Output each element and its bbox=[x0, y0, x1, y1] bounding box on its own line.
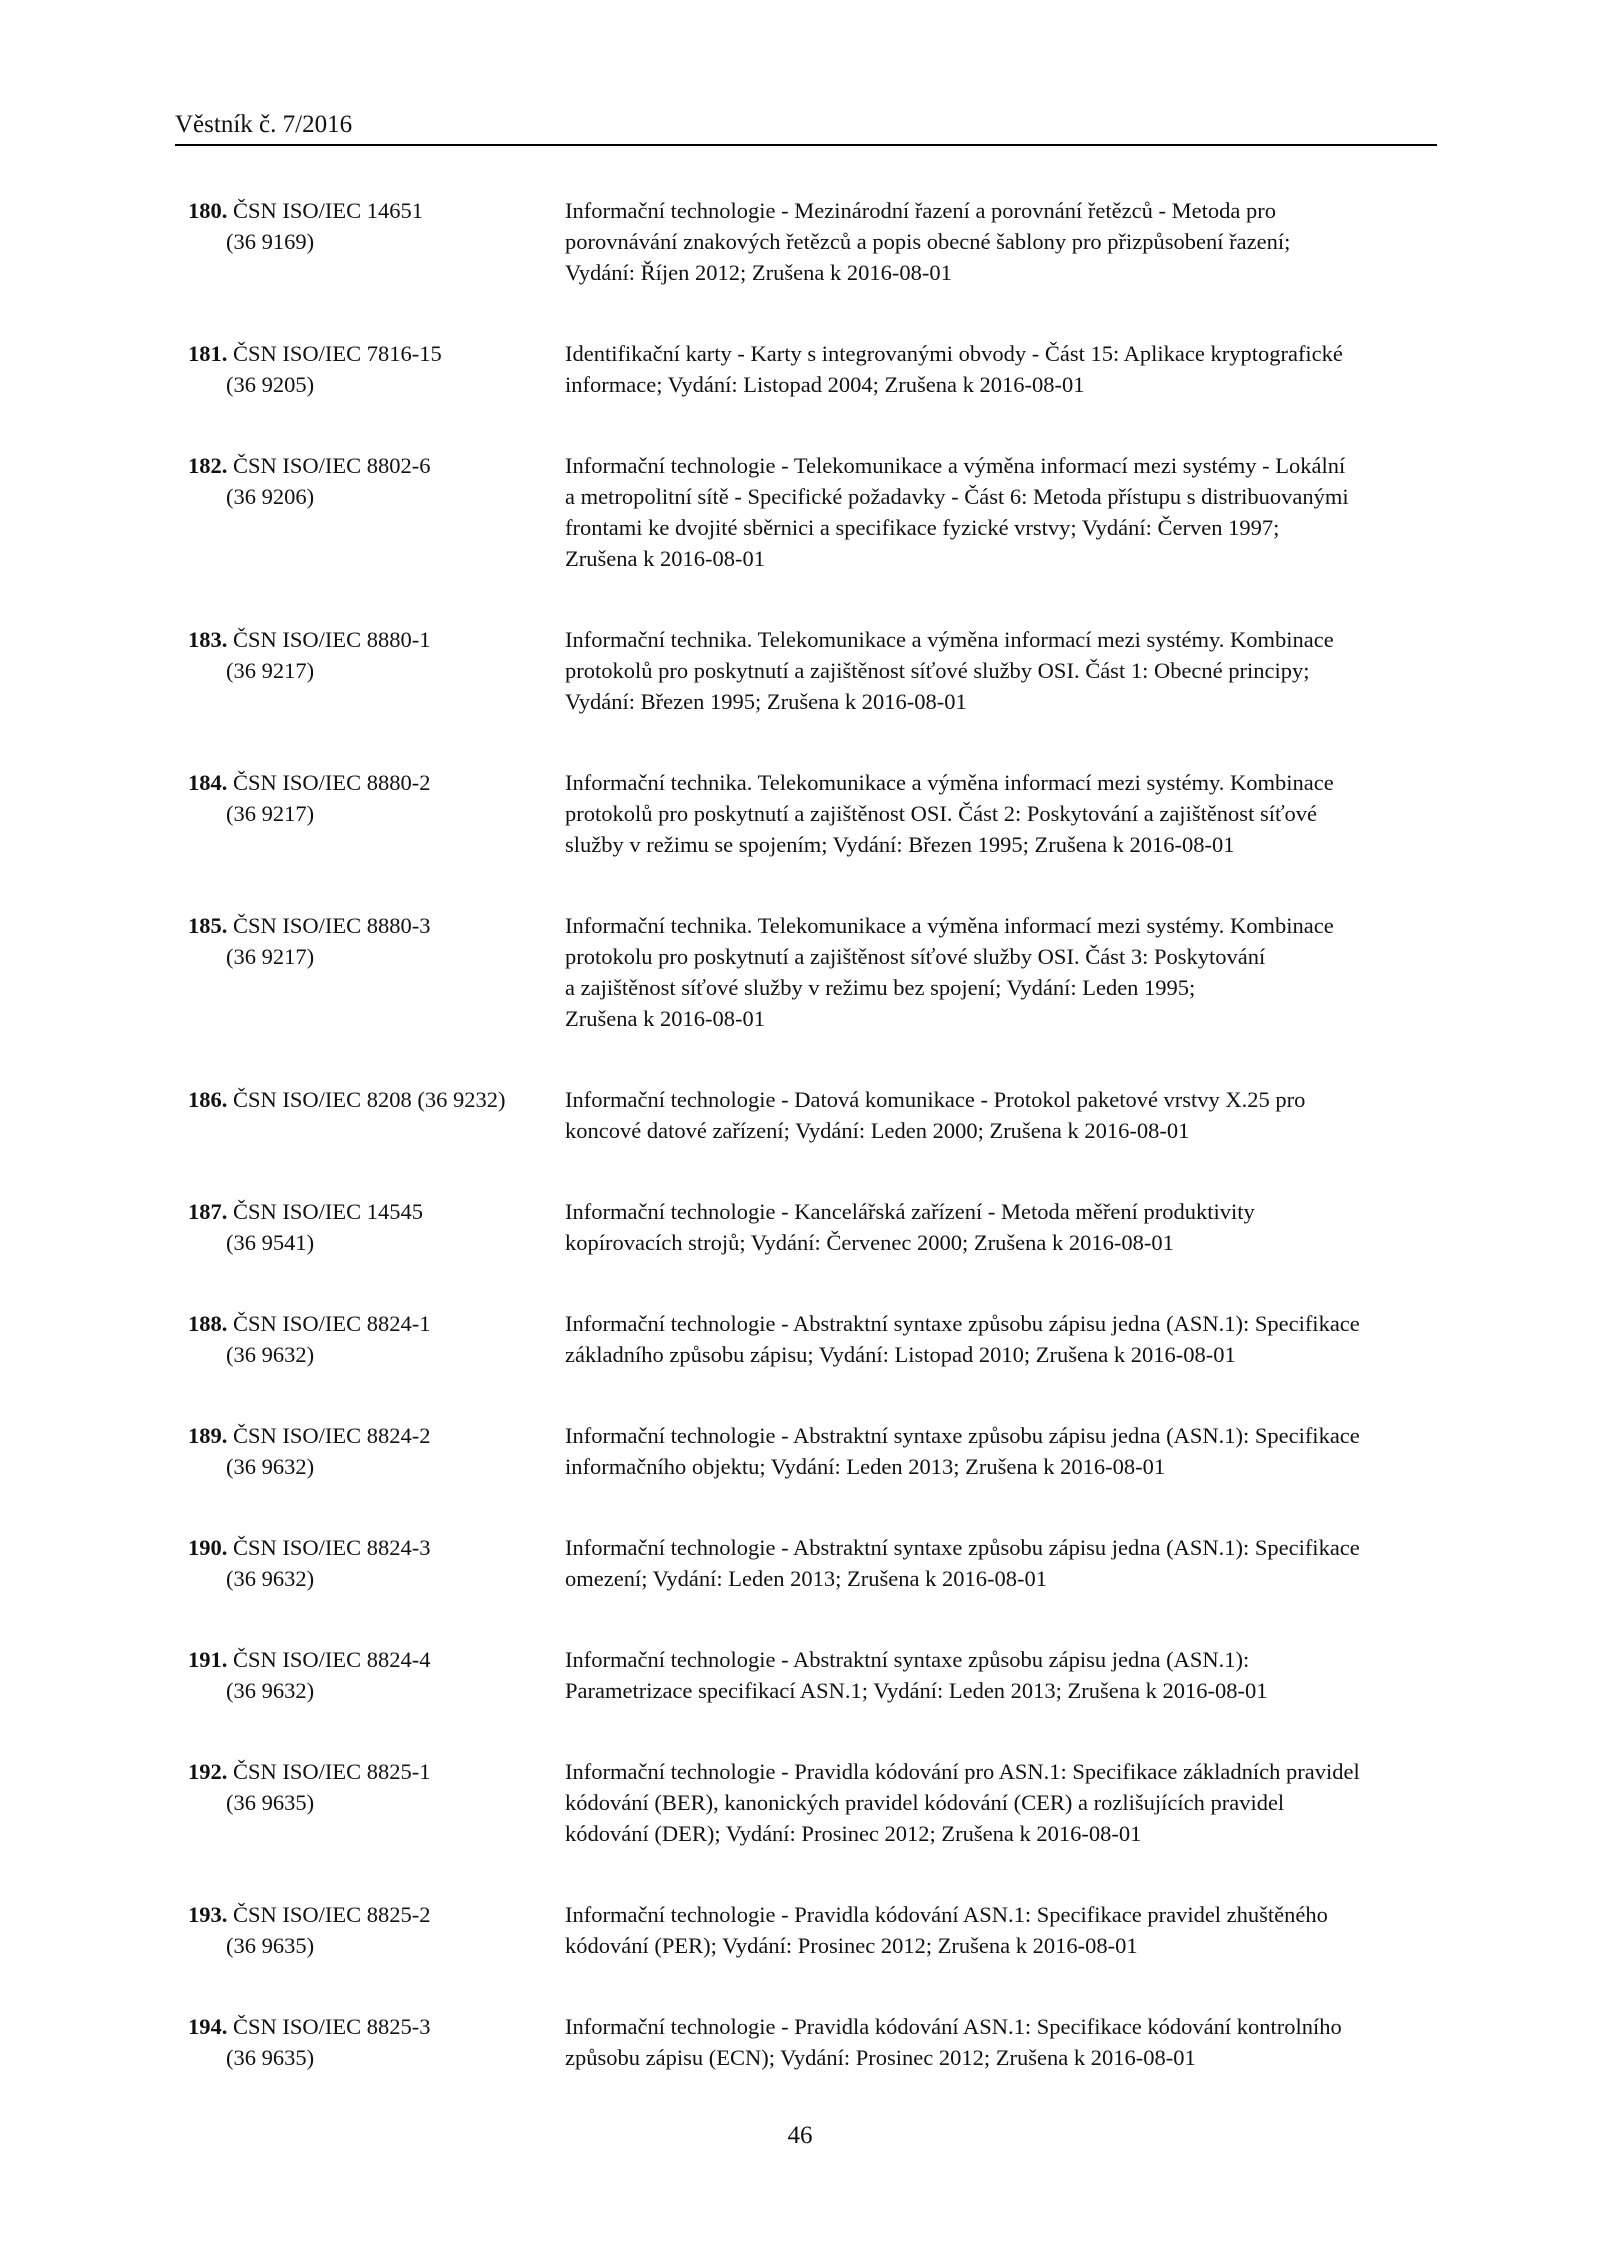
standard-designation bbox=[188, 1644, 565, 1706]
standard-code: ČSN ISO/IEC 8824-1 bbox=[233, 1311, 431, 1336]
description-line: kódování (BER), kanonických pravidel kódování (CER) a rozlišujících pravidel bbox=[565, 1790, 1285, 1815]
standard-description bbox=[565, 1899, 1437, 1961]
description-line: způsobu zápisu (ECN); Vydání: Prosinec 2012; Zrušena k 2016-08-01 bbox=[565, 2045, 1196, 2070]
entry-number: 193. bbox=[188, 1902, 228, 1927]
description-line: koncové datové zařízení; Vydání: Leden 2000; Zrušena k 2016-08-01 bbox=[565, 1118, 1190, 1143]
entry-number: 182. bbox=[188, 453, 228, 478]
description-line: frontami ke dvojité sběrnici a specifikace fyzické vrstvy; Vydání: Červen 1997; bbox=[565, 515, 1280, 540]
standard-description bbox=[565, 1420, 1437, 1482]
description-line: Zrušena k 2016-08-01 bbox=[565, 546, 765, 571]
description-line: a zajištěnost síťové služby v režimu bez spojení; Vydání: Leden 1995; bbox=[565, 975, 1196, 1000]
standard-description bbox=[565, 1644, 1437, 1706]
description-line: Informační technologie - Abstraktní syntaxe způsobu zápisu jedna (ASN.1): bbox=[565, 1647, 1250, 1672]
description-line: Informační technologie - Pravidla kódování pro ASN.1: Specifikace základních pravidel bbox=[565, 1759, 1360, 1784]
entry-number: 186. bbox=[188, 1087, 228, 1112]
list-item bbox=[188, 338, 1437, 400]
classification-code: (36 9635) bbox=[226, 1933, 315, 1958]
entry-number: 183. bbox=[188, 627, 228, 652]
standard-description bbox=[565, 195, 1437, 288]
entry-number: 185. bbox=[188, 913, 228, 938]
description-line: Zrušena k 2016-08-01 bbox=[565, 1006, 765, 1031]
description-line: protokolu pro poskytnutí a zajištěnost síťové služby OSI. Část 3: Poskytování bbox=[565, 944, 1266, 969]
standard-code: ČSN ISO/IEC 8824-3 bbox=[233, 1535, 431, 1560]
entry-number: 189. bbox=[188, 1423, 228, 1448]
entry-number: 191. bbox=[188, 1647, 228, 1672]
description-line: Informační technologie - Datová komunikace - Protokol paketové vrstvy X.25 pro bbox=[565, 1087, 1306, 1112]
list-item bbox=[188, 624, 1437, 717]
description-line: Informační technika. Telekomunikace a výměna informací mezi systémy. Kombinace bbox=[565, 627, 1334, 652]
standard-designation bbox=[188, 1308, 565, 1370]
description-line: protokolů pro poskytnutí a zajištěnost OSI. Část 2: Poskytování a zajištěnost síťové bbox=[565, 801, 1318, 826]
classification-code: (36 9169) bbox=[226, 229, 315, 254]
description-line: základního způsobu zápisu; Vydání: Listopad 2010; Zrušena k 2016-08-01 bbox=[565, 1342, 1236, 1367]
page-number: 46 bbox=[787, 2122, 813, 2149]
description-line: kopírovacích strojů; Vydání: Červenec 2000; Zrušena k 2016-08-01 bbox=[565, 1230, 1174, 1255]
standard-designation bbox=[188, 1420, 565, 1482]
entry-number: 184. bbox=[188, 770, 228, 795]
description-line: Informační technologie - Kancelářská zařízení - Metoda měření produktivity bbox=[565, 1199, 1255, 1224]
description-line: Informační technologie - Pravidla kódování ASN.1: Specifikace kódování kontrolního bbox=[565, 2014, 1342, 2039]
description-line: Vydání: Březen 1995; Zrušena k 2016-08-01 bbox=[565, 689, 967, 714]
standard-code: ČSN ISO/IEC 8825-2 bbox=[233, 1902, 431, 1927]
list-item bbox=[188, 1084, 1437, 1146]
description-line: Informační technika. Telekomunikace a výměna informací mezi systémy. Kombinace bbox=[565, 770, 1334, 795]
classification-code: (36 9632) bbox=[226, 1678, 315, 1703]
list-item bbox=[188, 2011, 1437, 2073]
standard-code: ČSN ISO/IEC 8824-2 bbox=[233, 1423, 431, 1448]
description-line: Informační technika. Telekomunikace a výměna informací mezi systémy. Kombinace bbox=[565, 913, 1334, 938]
description-line: kódování (PER); Vydání: Prosinec 2012; Zrušena k 2016-08-01 bbox=[565, 1933, 1138, 1958]
standard-code: ČSN ISO/IEC 7816-15 bbox=[233, 341, 442, 366]
standard-designation bbox=[188, 910, 565, 1034]
classification-code: (36 9635) bbox=[226, 2045, 315, 2070]
entry-number: 192. bbox=[188, 1759, 228, 1784]
standard-designation bbox=[188, 2011, 565, 2073]
standard-designation bbox=[188, 1756, 565, 1849]
standard-designation bbox=[188, 1196, 565, 1258]
standard-description bbox=[565, 338, 1437, 400]
description-line: Informační technologie - Abstraktní syntaxe způsobu zápisu jedna (ASN.1): Specifikace bbox=[565, 1311, 1360, 1336]
standard-description bbox=[565, 624, 1437, 717]
standard-code: ČSN ISO/IEC 14651 bbox=[233, 198, 424, 223]
standard-designation bbox=[188, 767, 565, 860]
description-line: a metropolitní sítě - Specifické požadavky - Část 6: Metoda přístupu s distribuovanými bbox=[565, 484, 1349, 509]
list-item bbox=[188, 767, 1437, 860]
standard-description bbox=[565, 1308, 1437, 1370]
classification-code: (36 9541) bbox=[226, 1230, 315, 1255]
standard-designation bbox=[188, 1899, 565, 1961]
standard-description bbox=[565, 1084, 1437, 1146]
standard-description bbox=[565, 1756, 1437, 1849]
entry-number: 187. bbox=[188, 1199, 228, 1224]
list-item bbox=[188, 195, 1437, 288]
classification-code: (36 9217) bbox=[226, 658, 315, 683]
description-line: Informační technologie - Abstraktní syntaxe způsobu zápisu jedna (ASN.1): Specifikace bbox=[565, 1423, 1360, 1448]
description-line: kódování (DER); Vydání: Prosinec 2012; Zrušena k 2016-08-01 bbox=[565, 1821, 1142, 1846]
description-line: porovnávání znakových řetězců a popis obecné šablony pro přizpůsobení řazení; bbox=[565, 229, 1291, 254]
description-line: Parametrizace specifikací ASN.1; Vydání: Leden 2013; Zrušena k 2016-08-01 bbox=[565, 1678, 1268, 1703]
list-item bbox=[188, 1644, 1437, 1706]
standard-description bbox=[565, 2011, 1437, 2073]
standard-description bbox=[565, 767, 1437, 860]
standard-designation bbox=[188, 1084, 565, 1146]
description-line: Informační technologie - Mezinárodní řazení a porovnání řetězců - Metoda pro bbox=[565, 198, 1276, 223]
description-line: omezení; Vydání: Leden 2013; Zrušena k 2016-08-01 bbox=[565, 1566, 1047, 1591]
standard-code: ČSN ISO/IEC 8802-6 bbox=[233, 453, 431, 478]
description-line: informace; Vydání: Listopad 2004; Zrušena k 2016-08-01 bbox=[565, 372, 1085, 397]
standard-description bbox=[565, 450, 1437, 574]
classification-code: (36 9217) bbox=[226, 801, 315, 826]
description-line: Informační technologie - Pravidla kódování ASN.1: Specifikace pravidel zhuštěného bbox=[565, 1902, 1328, 1927]
standard-description bbox=[565, 1196, 1437, 1258]
classification-code: (36 9632) bbox=[226, 1566, 315, 1591]
classification-code: (36 9635) bbox=[226, 1790, 315, 1815]
list-item bbox=[188, 1532, 1437, 1594]
standard-designation bbox=[188, 338, 565, 400]
classification-code: (36 9632) bbox=[226, 1342, 315, 1367]
standard-designation bbox=[188, 624, 565, 717]
page-header bbox=[175, 108, 1437, 146]
description-line: Informační technologie - Abstraktní syntaxe způsobu zápisu jedna (ASN.1): Specifikace bbox=[565, 1535, 1360, 1560]
standards-list bbox=[188, 195, 1437, 2123]
standard-description bbox=[565, 910, 1437, 1034]
entry-number: 188. bbox=[188, 1311, 228, 1336]
description-line: Informační technologie - Telekomunikace a výměna informací mezi systémy - Lokální bbox=[565, 453, 1346, 478]
standard-code: ČSN ISO/IEC 8825-3 bbox=[233, 2014, 431, 2039]
entry-number: 181. bbox=[188, 341, 228, 366]
description-line: informačního objektu; Vydání: Leden 2013; Zrušena k 2016-08-01 bbox=[565, 1454, 1166, 1479]
list-item bbox=[188, 1756, 1437, 1849]
entry-number: 180. bbox=[188, 198, 228, 223]
description-line: Identifikační karty - Karty s integrovanými obvody - Část 15: Aplikace kryptografické bbox=[565, 341, 1343, 366]
description-line: protokolů pro poskytnutí a zajištěnost síťové služby OSI. Část 1: Obecné principy; bbox=[565, 658, 1310, 683]
description-line: Vydání: Říjen 2012; Zrušena k 2016-08-01 bbox=[565, 260, 952, 285]
standard-designation bbox=[188, 195, 565, 288]
classification-code: (36 9206) bbox=[226, 484, 315, 509]
standard-designation bbox=[188, 1532, 565, 1594]
list-item bbox=[188, 1420, 1437, 1482]
standard-code: ČSN ISO/IEC 8825-1 bbox=[233, 1759, 431, 1784]
list-item bbox=[188, 1899, 1437, 1961]
standard-code: ČSN ISO/IEC 8880-3 bbox=[233, 913, 431, 938]
standard-description bbox=[565, 1532, 1437, 1594]
standard-code: ČSN ISO/IEC 8824-4 bbox=[233, 1647, 431, 1672]
standard-code: ČSN ISO/IEC 8880-1 bbox=[233, 627, 431, 652]
list-item bbox=[188, 450, 1437, 574]
classification-code: (36 9217) bbox=[226, 944, 315, 969]
list-item bbox=[188, 1308, 1437, 1370]
list-item bbox=[188, 910, 1437, 1034]
classification-code: (36 9632) bbox=[226, 1454, 315, 1479]
standard-code: ČSN ISO/IEC 8208 (36 9232) bbox=[233, 1087, 506, 1112]
classification-code: (36 9205) bbox=[226, 372, 315, 397]
entry-number: 194. bbox=[188, 2014, 228, 2039]
description-line: služby v režimu se spojením; Vydání: Březen 1995; Zrušena k 2016-08-01 bbox=[565, 832, 1235, 857]
standard-designation bbox=[188, 450, 565, 574]
entry-number: 190. bbox=[188, 1535, 228, 1560]
bulletin-title: Věstník č. 7/2016 bbox=[175, 111, 353, 138]
standard-code: ČSN ISO/IEC 14545 bbox=[233, 1199, 424, 1224]
list-item bbox=[188, 1196, 1437, 1258]
standard-code: ČSN ISO/IEC 8880-2 bbox=[233, 770, 431, 795]
